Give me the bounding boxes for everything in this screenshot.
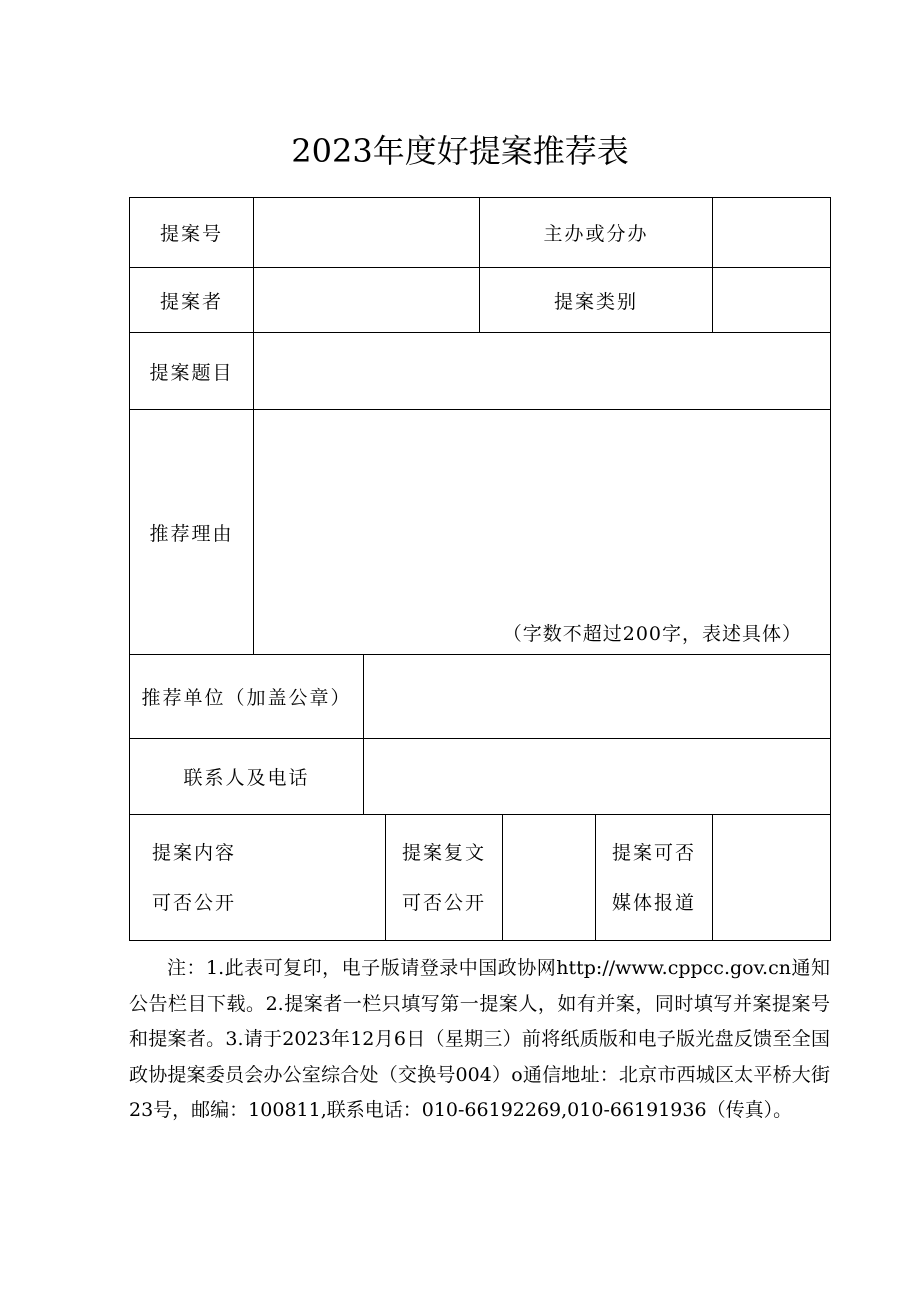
media-label <box>596 815 713 941</box>
host-label: 主办或分办 <box>480 198 713 268</box>
category-field[interactable] <box>713 268 831 333</box>
proposer-field[interactable] <box>254 268 480 333</box>
proposer-label: 提案者 <box>130 268 254 333</box>
footnote <box>129 951 830 1129</box>
proposal-no-field[interactable] <box>254 198 480 268</box>
content-public-line2: 可否公开 <box>152 891 237 914</box>
unit-label: 推荐单位（加盖公章） <box>130 655 364 739</box>
proposal-no-label: 提案号 <box>130 198 254 268</box>
topic-field[interactable] <box>254 333 831 410</box>
category-label: 提案类别 <box>480 268 713 333</box>
contact-label: 联系人及电话 <box>130 739 364 815</box>
topic-label: 提案题目 <box>130 333 254 410</box>
reply-public-label <box>386 815 503 941</box>
reply-public-line1: 提案复文 <box>402 841 487 864</box>
reason-hint: （字数不超过200字，表述具体） <box>502 623 803 645</box>
media-line1: 提案可否 <box>612 841 697 864</box>
footnote-text: 注：1.此表可复印，电子版请登录中国政协网http://www.cppcc.gov.cn通知公告栏目下载。2.提案者一栏只填写第一提案人，如有并案，同时填写并案提案号和提案者。3.请于2023年12月6日（星期三）前将纸质版和电子版光盘反馈至全国政协提案委员会办公室综合处（交换号004）o通信地址：北京市西城区太平桥大街23号，邮编：100811,联系电话：010-66192269,010-66191936（传真）。 <box>129 957 830 1121</box>
reply-public-line2: 可否公开 <box>402 891 487 914</box>
content-public-label <box>130 815 386 941</box>
host-field[interactable] <box>713 198 831 268</box>
content-public-line1: 提案内容 <box>152 841 237 864</box>
unit-field[interactable] <box>364 655 831 739</box>
reason-field[interactable] <box>254 410 831 655</box>
media-line2: 媒体报道 <box>612 891 697 914</box>
recommendation-form <box>129 197 831 941</box>
reply-public-field[interactable] <box>503 815 596 941</box>
contact-field[interactable] <box>364 739 831 815</box>
page-title: 2023年度好提案推荐表 <box>291 132 629 170</box>
reason-label: 推荐理由 <box>130 410 254 655</box>
media-field[interactable] <box>713 815 831 941</box>
